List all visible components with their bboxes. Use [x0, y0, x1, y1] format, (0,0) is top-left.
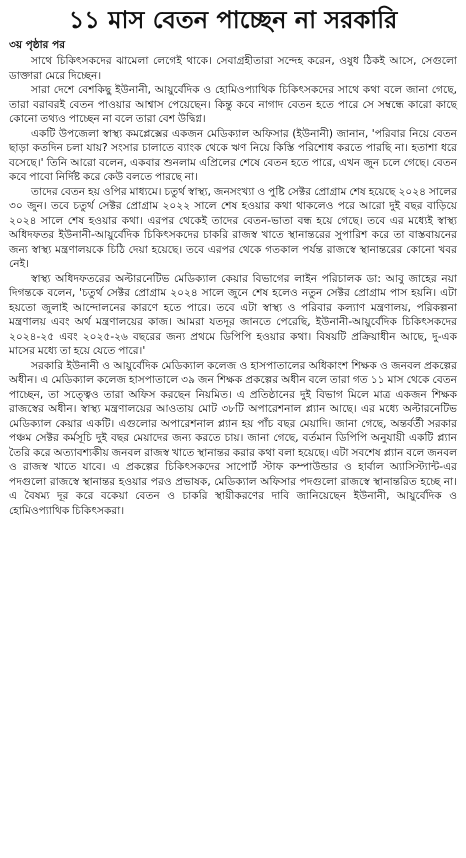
- continued-from-label: ৩য় পৃষ্ঠার পর: [9, 39, 66, 51]
- article-body: [9, 54, 457, 518]
- article-paragraph-6: সরকারি ইউনানী ও আয়ুর্বেদিক মেডিক্যাল কলেজ ও হাসপাতালের অধিকাংশ শিক্ষক ও জনবল প্রকল্পের অধীন। এ মেডিক্যাল কলেজ হাসপাতালে ৩৯ জন শিক্ষক প্রকল্পের অধীন বলে তারা গত ১১ মাস থেকে বেতন পাচ্ছেন, তা সত্ত্বেও তারা অফিস করছেন নিয়মিত। এ প্রতিষ্ঠানের দুই বিভাগ মিলে মাত্র একজন শিক্ষক রাজস্বের অধীন। স্বাস্থ্য মন্ত্রণালয়ের আওতায় মোট ৩৮টি অপারেশনাল প্ল্যান আছে। এর মধ্যে অল্টারনেটিভ মেডিক্যাল কেয়ার একটি। এগুলোর অপারেশনাল প্ল্যান হয় পাঁচ বছর মেয়াদি। জানা গেছে, অন্তর্বর্তী সরকার পঞ্চম সেক্টর কর্মসূচি দুই বছর মেয়াদের জন্য করতে চায়। জানা গেছে, বর্তমান ডিপিপি অনুযায়ী একটি প্ল্যান তৈরি করে অত্যাবশ্যকীয় জনবল রাজস্ব খাতে স্থানান্তর করার কথা বলা হয়েছে। এটা সবশেষ প্ল্যান বলে জনবল ও রাজস্ব খাতে যাবে। এ প্রকল্পের চিকিৎসকদের সাপোর্ট স্টাফ কম্পাউন্ডার ও হার্বাল অ্যাসিস্ট্যান্ট-এর পদগুলো রাজস্বে স্থানান্তর হওয়ার পরও প্রভাষক, মেডিক্যাল অফিসার পদগুলো রাজস্বে স্থানান্তরিত হচ্ছে না। এ বৈষম্য দূর করে বকেয়া বেতন ও চাকরি স্থায়ীকরণের দাবি জানিয়েছেন ইউনানী, আয়ুর্বেদিক ও হোমিওপ্যাথিক চিকিৎসকরা।: [9, 359, 457, 517]
- article-headline: ১১ মাস বেতন পাচ্ছেন না সরকারি: [68, 6, 398, 34]
- article-paragraph-1: সাথে চিকিৎসকদের ঝামেলা লেগেই থাকে। সেবাগ্রহীতারা সন্দেহ করেন, ওষুধ ঠিকই আসে, সেগুলো ডাক্তারা মেরে দিচ্ছেন।: [9, 55, 457, 82]
- article-paragraph-3: একটি উপজেলা স্বাস্থ্য কমপ্লেক্সের একজন মেডিক্যাল অফিসার (ইউনানী) জানান, 'পরিবার নিয়ে বেতন ছাড়া কতদিন চলা যায়? সংসার চালাতে ব্যাংক থেকে ঋণ নিয়ে কিস্তি পরিশোধ করতে পারছি না। হতাশা ধরে বসেছে।' তিনি আরো বলেন, একবার শুনলাম এপ্রিলের শেষে বেতন হতে পারে, এখন জুন চলে গেছে। বেতন কবে পাবো নির্দিষ্ট করে কেউ বলতে পারছে না।: [9, 127, 457, 183]
- article-paragraph-2: সারা দেশে বেশকিছু ইউনানী, আয়ুর্বেদিক ও হোমিওপ্যাথিক চিকিৎসকদের সাথে কথা বলে জানা গেছে, তারা বরাবরই বেতন পাওয়ার আশ্বাস পেয়েছেন। কিন্তু কবে নাগাদ বেতন হতে পারে সে সম্বন্ধে কারো কাছে কোনো তথ্যও পাচ্ছেন না বলে তারা বেশ উদ্বিগ্ন।: [9, 84, 457, 125]
- article-paragraph-5: স্বাস্থ্য অধিদফতরের অল্টারনেটিভ মেডিক্যাল কেয়ার বিভাগের লাইন পরিচালক ডা: আবু জাহের নয়া দিগন্তকে বলেন, 'চতুর্থ সেক্টর প্রোগ্রাম ২০২৪ সালে জুনে শেষ হলেও নতুন সেক্টর প্রোগ্রাম পাস হয়নি। এটা হয়তো জুলাই আন্দোলনের কারণে হতে পারে। তবে এটা স্বাস্থ্য ও পরিবার কল্যাণ মন্ত্রণালয়, পরিকল্পনা মন্ত্রণালয় এবং অর্থ মন্ত্রণালয়ের কাজ। আমরা যতদূর জানতে পেরেছি, ইউনানী-আয়ুর্বেদিক চিকিৎসকদের ২০২৪-২৫ এবং ২০২৫-২৬ বছরের জন্য প্রথমে ডিপিপি হওয়ার কথা। বিষয়টি প্রক্রিয়াধীন আছে, দু-এক মাসের মধ্যে তা হয়ে যেতে পারে।': [9, 272, 457, 357]
- article-paragraph-4: তাদের বেতন হয় ওপির মাধ্যমে। চতুর্থ স্বাস্থ্য, জনসংখ্যা ও পুষ্টি সেক্টর প্রোগ্রাম শেষ হয়েছে ২০২৪ সালের ৩০ জুন। তবে চতুর্থ সেক্টর প্রোগ্রাম ২০২২ সালে শেষ হওয়ার কথা থাকলেও পরে আরো দুই বছর বাড়িয়ে ২০২৪ সালে শেষ হওয়ার কথা। এরপর থেকেই তাদের বেতন-ভাতা বন্ধ হয়ে গেছে। তবে এর মধ্যেই স্বাস্থ্য অধিদফতর ইউনানী-আয়ুর্বেদিক চিকিৎসকদের চাকরি রাজস্ব খাতে স্থানান্তরের সুপারিশ করে তা বাস্তবায়নের জন্য স্বাস্থ্য মন্ত্রণালয়কে চিঠি দেয়া হয়েছে। তবে এরপর থেকে গতকাল পর্যন্ত রাজস্বে স্থানান্তরের কোনো খবর নেই।: [9, 185, 457, 270]
